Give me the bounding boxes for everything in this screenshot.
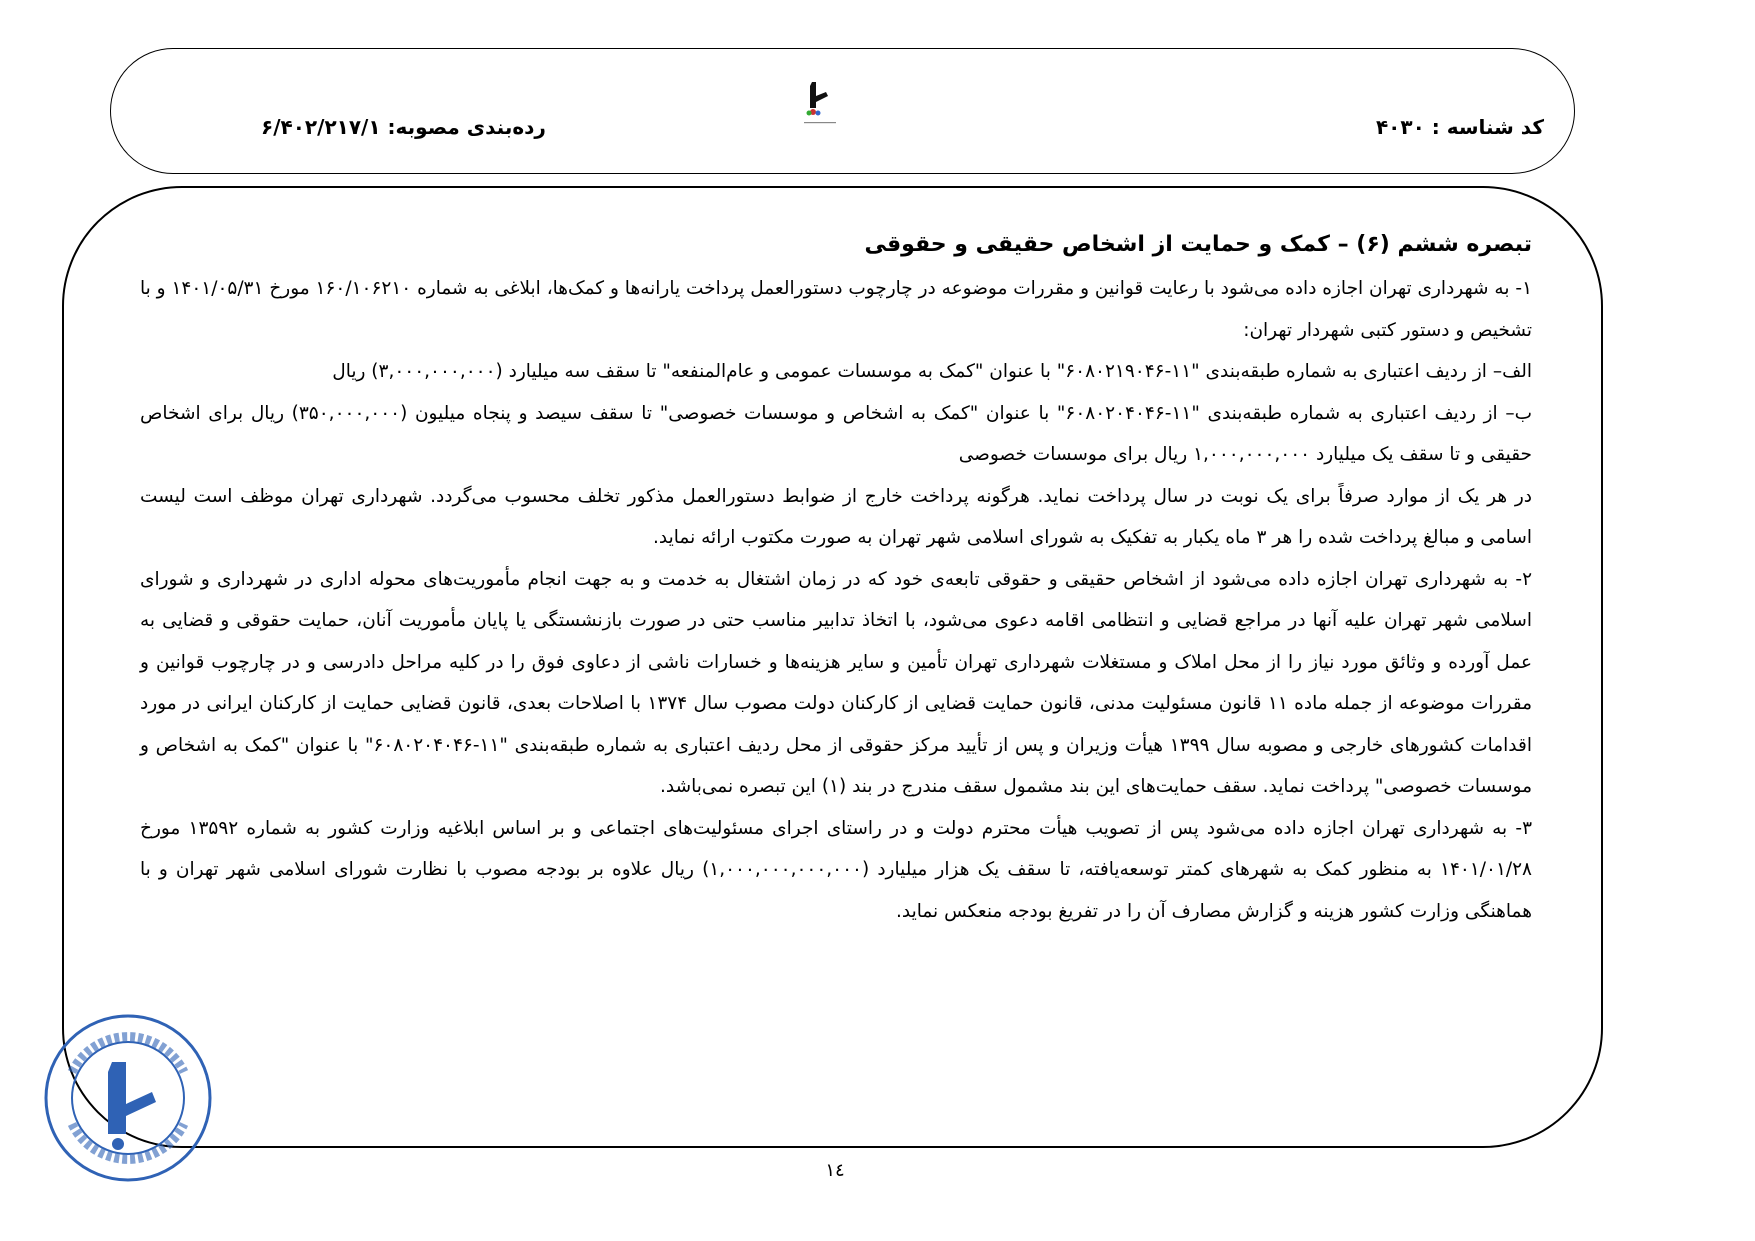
document-code: کد شناسه : ۴۰۳۰ xyxy=(1375,115,1544,139)
council-logo-icon xyxy=(800,78,840,128)
section-content xyxy=(140,222,1532,932)
document-header xyxy=(110,48,1575,174)
paragraph-3: ۳- به شهرداری تهران اجازه داده می‌شود پس از تصویب هیأت محترم دولت و در راستای اجرای مسئولیت‌های اجتماعی و بر اساس ابلاغیه وزارت کشور به شماره ۱۳۵۹۲ مورخ ۱۴۰۱/۰۱/۲۸ به منظور کمک به شهرهای کمتر توسعه‌یافته، تا سقف یک هزار میلیارد (۱,۰۰۰,۰۰۰,۰۰۰,۰۰۰) ریال علاوه بر بودجه مصوب با نظارت شورای اسلامی شهر تهران و با هماهنگی وزارت کشور هزینه و گزارش مصارف آن را در تفریغ بودجه منعکس نماید. xyxy=(140,817,1532,922)
paragraph-1: ۱- به شهرداری تهران اجازه داده می‌شود با رعایت قوانین و مقررات موضوعه در چارچوب دستورالعمل پرداخت یارانه‌ها و کمک‌ها، ابلاغی به شماره ۱۶۰/۱۰۶۲۱۰ مورخ ۱۴۰۱/۰۵/۳۱ و با تشخیص و دستور کتبی شهردار تهران: xyxy=(139,278,1532,341)
paragraph-1-alef: الف– از ردیف اعتباری به شماره طبقه‌بندی "۱۱-۶۰۸۰۲۱۹۰۴۶" با عنوان "کمک به موسسات عمومی و عام‌المنفعه" تا سقف سه میلیارد (۳,۰۰۰,۰۰۰,۰۰۰) ریال xyxy=(332,361,1532,382)
council-seal-stamp xyxy=(42,1012,214,1184)
page-number: ۱٤ xyxy=(825,1160,845,1181)
approval-classification: رده‌بندی مصوبه: ۶/۴۰۲/۲۱۷/۱ xyxy=(261,115,546,139)
paragraph-1-conditions: در هر یک از موارد صرفاً برای یک نوبت در سال پرداخت نماید. هرگونه پرداخت خارج از ضوابط دستورالعمل مذکور تخلف محسوب می‌گردد. شهرداری تهران موظف است لیست اسامی و مبالغ پرداخت شده را هر ۳ ماه یکبار به تفکیک به شورای اسلامی شهر تهران به صورت مکتوب ارائه نماید. xyxy=(140,485,1532,548)
paragraph-1-be: ب– از ردیف اعتباری به شماره طبقه‌بندی "۱۱-۶۰۸۰۲۰۴۰۴۶" با عنوان "کمک به اشخاص و موسسات خصوصی" تا سقف سیصد و پنجاه میلیون (۳۵۰,۰۰۰,۰۰۰) ریال برای اشخاص حقیقی و تا سقف یک میلیارد ۱,۰۰۰,۰۰۰,۰۰۰ ریال برای موسسات خصوصی xyxy=(140,402,1532,465)
paragraph-2: ۲- به شهرداری تهران اجازه داده می‌شود از اشخاص حقیقی و حقوقی تابعه‌ی خود که در زمان اشتغال به خدمت و به جهت انجام مأموریت‌های محوله اداری در شهرداری و شورای اسلامی شهر تهران علیه آنها در مراجع قضایی و انتظامی اقامه دعوی می‌شود، با اتخاذ تدابیر مناسب حتی در صورت بازنشستگی یا پایان مأموریت آنان، حمایت حقوقی و قضایی به عمل آورده و وثائق مورد نیاز را از محل املاک و مستغلات شهرداری تهران تأمین و سایر هزینه‌ها و خسارات ناشی از دعاوی فوق را در کلیه مراحل دادرسی و در چارچوب قوانین و مقررات موضوعه از جمله ماده ۱۱ قانون مسئولیت مدنی، قانون حمایت قضایی از کارکنان دولت مصوب سال ۱۳۷۴ با اصلاحات بعدی، قانون قضایی حمایت از کارکنان ایرانی در مورد اقدامات کشورهای خارجی و مصوبه سال ۱۳۹۹ هیأت وزیران و پس از تأیید مرکز حقوقی از محل ردیف اعتباری به شماره طبقه‌بندی "۱۱-۶۰۸۰۲۰۴۰۴۶" با عنوان "کمک به اشخاص و موسسات خصوصی" پرداخت نماید. سقف حمایت‌های این بند مشمول سقف مندرج در بند (۱) این تبصره نمی‌باشد. xyxy=(140,568,1532,797)
section-title: تبصره ششم (۶) – کمک و حمایت از اشخاص حقیقی و حقوقی xyxy=(864,232,1532,257)
